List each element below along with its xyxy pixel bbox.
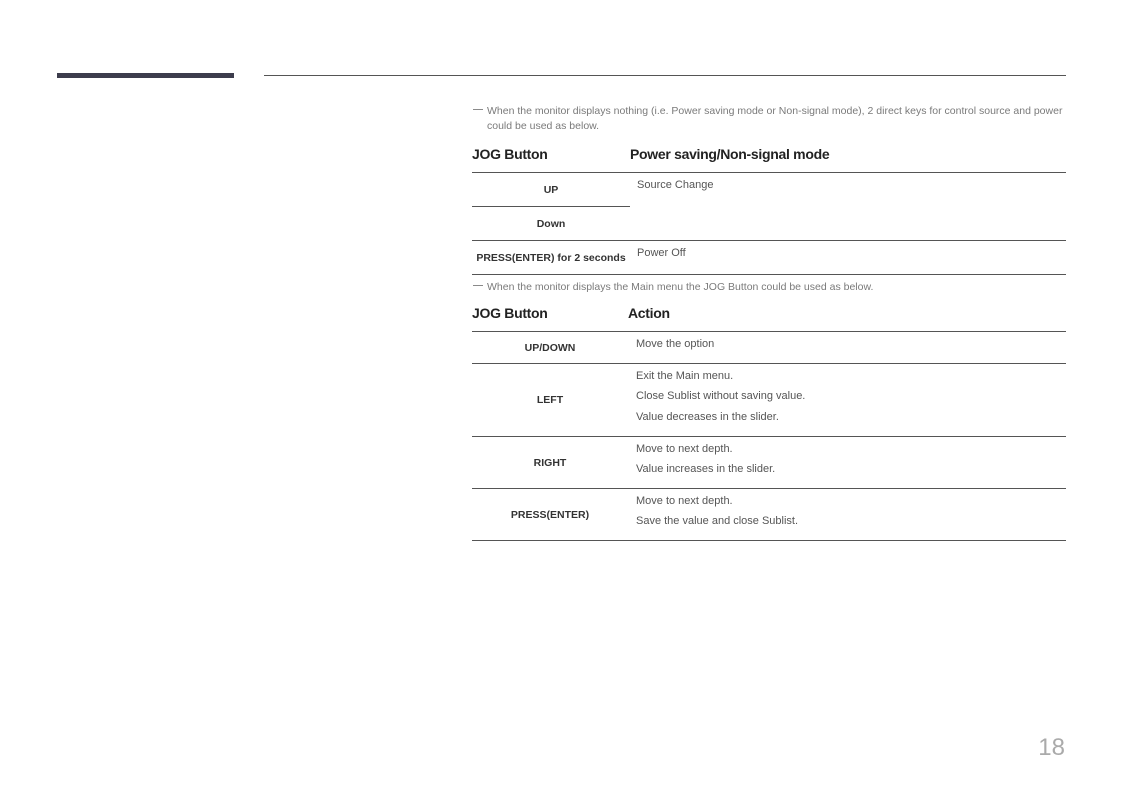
value-source-change: Source Change — [630, 173, 1066, 241]
value-power-off: Power Off — [630, 241, 1066, 275]
action-cell — [628, 437, 1066, 489]
action-line: Value increases in the slider. — [636, 463, 776, 475]
table-row — [472, 241, 1066, 275]
header-accent-bar — [57, 73, 234, 78]
page-number: 18 — [1038, 734, 1065, 761]
note-text: When the monitor displays the Main menu the JOG Button could be used as below. — [487, 281, 874, 293]
note-text: When the monitor displays nothing (i.e. Power saving mode or Non-signal mode), 2 direct keys for control source and power — [487, 105, 1063, 117]
action-line: Value decreases in the slider. — [636, 411, 779, 423]
action-line: Move the option — [636, 338, 715, 350]
table-header-jog: JOG Button — [472, 146, 630, 173]
table-row — [472, 332, 1066, 364]
key-right: RIGHT — [472, 437, 628, 489]
table-row — [472, 437, 1066, 489]
table-header-action: Action — [628, 305, 1066, 332]
note-dash — [473, 285, 483, 286]
power-saving-table — [472, 146, 1066, 275]
action-cell — [628, 489, 1066, 541]
action-line: Move to next depth. — [636, 495, 733, 507]
note-main-menu — [472, 280, 1066, 295]
key-left: LEFT — [472, 364, 628, 437]
action-line: Close Sublist without saving value. — [636, 390, 806, 402]
key-press-enter-2s: PRESS(ENTER) for 2 seconds — [472, 241, 630, 275]
table-row — [472, 173, 1066, 207]
key-press-enter: PRESS(ENTER) — [472, 489, 628, 541]
header-rule — [264, 75, 1066, 76]
table-header-jog: JOG Button — [472, 305, 628, 332]
key-up: UP — [472, 173, 630, 207]
main-content — [472, 104, 1066, 541]
action-line: Exit the Main menu. — [636, 370, 734, 382]
action-line: Move to next depth. — [636, 443, 733, 455]
table-row — [472, 364, 1066, 437]
action-cell — [628, 332, 1066, 364]
table-header-mode: Power saving/Non-signal mode — [630, 146, 1066, 173]
key-down: Down — [472, 207, 630, 241]
action-cell — [628, 364, 1066, 437]
table-row — [472, 489, 1066, 541]
note-dash — [473, 109, 483, 110]
main-menu-table — [472, 305, 1066, 541]
note-power-saving — [472, 104, 1066, 134]
key-up-down: UP/DOWN — [472, 332, 628, 364]
note-text-line2: could be used as below. — [487, 120, 600, 132]
action-line: Save the value and close Sublist. — [636, 515, 799, 527]
